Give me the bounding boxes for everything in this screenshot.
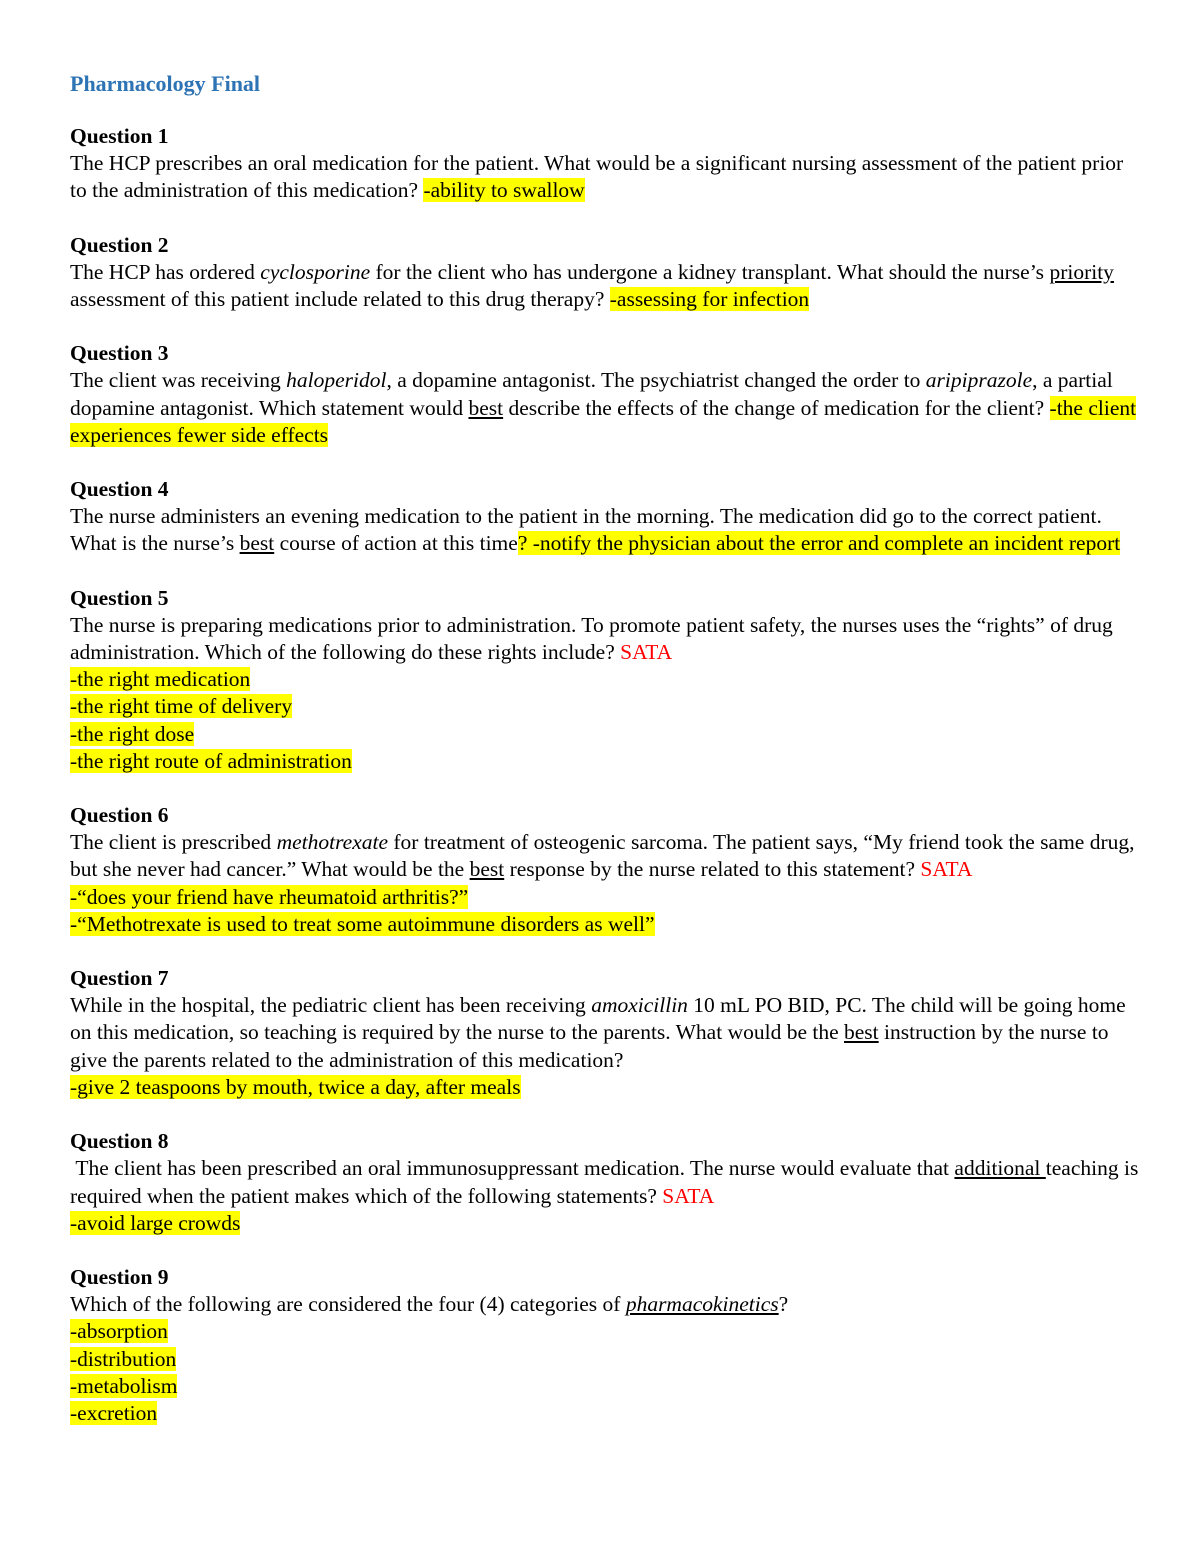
highlighted-answer: -ability to swallow — [423, 178, 585, 203]
question-5 — [70, 585, 1140, 775]
emphasis-word: pharmacokinetics — [625, 1292, 779, 1317]
question-heading: Question 5 — [70, 585, 169, 610]
answer-line — [70, 1400, 1140, 1427]
question-body: for treatment of osteogenic sarcoma. The patient says, “My friend took the same drug, but she never had cancer.” What would be the — [70, 830, 1135, 882]
question-body: teaching is required when the patient makes which of the following statements? — [70, 1156, 1144, 1208]
question-text — [70, 150, 1140, 204]
answer-line — [70, 911, 1140, 938]
question-8 — [70, 1128, 1144, 1237]
emphasis-word: additional — [954, 1156, 1046, 1181]
document-title: Pharmacology Final — [70, 71, 261, 96]
question-heading: Question 4 — [70, 477, 169, 502]
question-body: for the client who has undergone a kidney transplant. What should the nurse’s — [370, 259, 1050, 284]
document-page — [70, 70, 1144, 1454]
highlighted-answer: -the right route of administration — [70, 748, 352, 773]
highlighted-answer: -absorption — [70, 1319, 168, 1344]
question-body: The client was receiving — [70, 368, 287, 393]
answer-line — [70, 693, 1140, 720]
answer-line — [70, 1373, 1140, 1400]
question-3 — [70, 340, 1140, 449]
highlighted-answer: -give 2 teaspoons by mouth, twice a day, after meals — [70, 1074, 521, 1099]
highlighted-answer: -metabolism — [70, 1373, 178, 1398]
drug-name: haloperidol — [286, 368, 387, 393]
question-body: assessment of this patient include related to this drug therapy? — [70, 287, 610, 312]
highlighted-answer: -the right medication — [70, 667, 251, 692]
emphasis-word: best — [468, 395, 504, 420]
answer-line — [70, 1318, 1140, 1345]
question-text — [70, 1155, 1144, 1209]
drug-name: amoxicillin — [591, 993, 688, 1018]
highlighted-answer: -excretion — [70, 1400, 158, 1425]
question-heading: Question 3 — [70, 341, 169, 366]
question-9 — [70, 1264, 1140, 1427]
question-body: Which of the following are considered the four (4) categories of — [70, 1292, 626, 1317]
drug-name: methotrexate — [276, 830, 388, 855]
question-heading: Question 6 — [70, 803, 169, 828]
question-body: ? — [778, 1292, 789, 1317]
question-body: response by the nurse related to this statement? — [504, 857, 921, 882]
answer-line — [70, 1074, 1140, 1101]
emphasis-word: priority — [1049, 259, 1114, 284]
question-heading: Question 7 — [70, 966, 169, 991]
question-text — [70, 367, 1140, 449]
question-body: The client has been prescribed an oral immunosuppressant medication. The nurse would evaluate that — [70, 1156, 955, 1181]
question-body: 10 mL PO BID, PC. The child will be going home on this medication, so teaching is required by the nurse to the parents. What would be the — [70, 993, 1126, 1045]
answer-line — [70, 1346, 1140, 1373]
emphasis-word: best — [469, 857, 505, 882]
question-body: instruction by the nurse to give the parents related to the administration of this medication? — [70, 1020, 1109, 1072]
highlighted-answer: -“Methotrexate is used to treat some autoimmune disorders as well” — [70, 911, 655, 936]
sata-label: SATA — [920, 857, 973, 882]
highlighted-answer: -the right dose — [70, 721, 195, 746]
question-text — [70, 259, 1140, 313]
highlighted-answer: -the right time of delivery — [70, 694, 293, 719]
highlighted-answer: ? -notify the physician about the error and complete an incident report — [517, 531, 1121, 556]
question-4 — [70, 476, 1140, 558]
question-body: The HCP has ordered — [70, 259, 261, 284]
question-body: , a partial dopamine antagonist. Which statement would — [70, 368, 1113, 420]
question-1 — [70, 123, 1140, 205]
question-text — [70, 829, 1140, 883]
drug-name: aripiprazole — [925, 368, 1033, 393]
highlighted-answer: -distribution — [70, 1346, 177, 1371]
question-body: describe the effects of the change of medication for the client? — [503, 395, 1050, 420]
question-body: The HCP prescribes an oral medication for the patient. What would be a significant nursing assessment of the patient prior to the administration of this medication? — [70, 151, 1124, 203]
question-body: While in the hospital, the pediatric client has been receiving — [70, 993, 592, 1018]
highlighted-answer: -the client experiences fewer side effects — [70, 395, 1137, 447]
question-6 — [70, 802, 1140, 938]
question-heading: Question 1 — [70, 124, 169, 148]
answer-line — [70, 1210, 1140, 1237]
question-body: The client is prescribed — [70, 830, 277, 855]
question-text — [70, 992, 1140, 1074]
question-7 — [70, 965, 1140, 1101]
drug-name: cyclosporine — [260, 259, 371, 284]
question-heading: Question 2 — [70, 232, 169, 257]
question-heading: Question 9 — [70, 1264, 169, 1289]
question-text — [70, 503, 1140, 557]
question-text — [70, 1291, 1140, 1318]
answer-line — [70, 748, 1140, 775]
question-2 — [70, 232, 1140, 314]
answer-line — [70, 721, 1140, 748]
highlighted-answer: -avoid large crowds — [70, 1210, 241, 1235]
question-body: The nurse is preparing medications prior to administration. To promote patient safety, the nurses uses the “rights” of drug administration. Which of the following do these rights include? — [70, 612, 1113, 665]
highlighted-answer: -“does your friend have rheumatoid arthritis?” — [70, 884, 469, 909]
answer-line — [70, 884, 1140, 911]
answer-line — [70, 666, 1140, 693]
emphasis-word: best — [239, 531, 275, 556]
question-body: course of action at this time — [274, 531, 518, 556]
sata-label: SATA — [620, 640, 673, 665]
question-text — [70, 612, 1140, 666]
question-body: , a dopamine antagonist. The psychiatrist changed the order to — [386, 368, 926, 393]
emphasis-word: best — [844, 1020, 879, 1045]
question-heading: Question 8 — [70, 1129, 169, 1154]
sata-label: SATA — [662, 1183, 715, 1208]
highlighted-answer: -assessing for infection — [609, 287, 810, 312]
question-body: The nurse administers an evening medication to the patient in the morning. The medication did go to the correct patient. What is the nurse’s — [70, 504, 1102, 556]
